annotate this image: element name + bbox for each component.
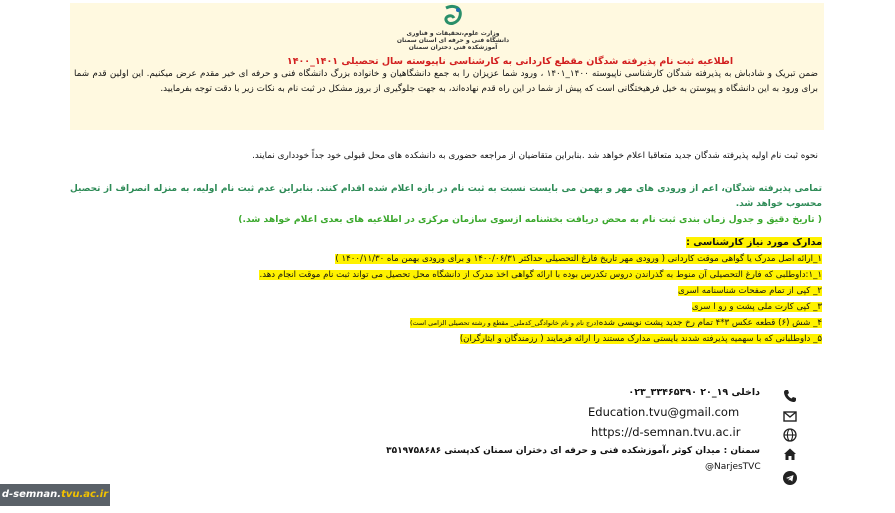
site-logo-accent: tvu.ac.ir	[61, 489, 109, 500]
email-icon	[782, 408, 798, 424]
document-item: ۳_ کپی کارت ملی پشت و رو ا سری	[691, 302, 822, 312]
globe-icon	[782, 427, 798, 443]
documents-section	[140, 235, 822, 347]
telegram-icon	[782, 470, 798, 486]
phone-icon	[782, 388, 798, 404]
intro-paragraph: ضمن تبریک و شادباش به پذیرفته شدگان کارشناسی ناپیوسته ۱۴۰۰_۱۴۰۱ ، ورود شما عزیزان را به جمع دانشگاهیان و خانواده بزرگ دانشگاه فنی و حرفه ای خیر مقدم عرض میکنیم. این اولین قدم شما برای ورود به این دانشگاه و پیوستن به خیل فرهیختگانی است که پیش از شما در این راه قدم نهاده‌اند، به جهت جلوگیری از بروز مشکل در ثبت نام به نکات زیر با دقت توجه بفرمایید.	[74, 69, 818, 94]
address-text: سمنان : میدان کوثر ،آموزشکده فنی و حرفه ای دختران سمنان کدپستی ۳۵۱۹۷۵۸۶۸۶	[386, 446, 760, 456]
home-icon	[782, 446, 798, 462]
page-title: اطلاعیه ثبت نام پذیرفته شدگان مقطع کاردانی به کارشناسی ناپیوسته سال تحصیلی ۱۴۰۱_۱۴۰۰	[286, 56, 734, 67]
website-link[interactable]: https://d-semnan.tvu.ac.ir	[591, 425, 741, 439]
university-logo	[440, 4, 466, 30]
phone-number: ۰۲۳_۳۳۴۶۵۳۹۰ داخلی ۱۹_۲۰	[628, 387, 760, 398]
mandatory-registration-notice: تمامی پذیرفته شدگان، اعم از ورودی های مهر و بهمن می بایست نسبت به ثبت نام در بازه اعلام شده اقدام کنند. بنابراین عدم ثبت نام اولیه، به منزله انصراف از تحصیل محسوب خواهد شد.	[70, 184, 822, 209]
site-logo	[0, 484, 110, 506]
ministry-line: آموزشکده فنی دختران سمنان	[408, 44, 498, 51]
document-item: ۲_ کپی از تمام صفحات شناسنامه اسری	[678, 286, 822, 296]
telegram-handle[interactable]: @NarjesTVC	[705, 462, 761, 472]
document-item: ۱_ارائه اصل مدرک یا گواهی موقت کاردانی ( ورودی مهر تاریخ فارغ التحصیلی حداکثر ۱۴۰۰/۰۶/۳۱ و برای ورودی بهمن ماه ۱۴۰۰/۱۱/۳۰ )	[335, 254, 822, 264]
documents-heading: مدارک مورد نیاز کارشناسی :	[686, 237, 822, 248]
site-logo-prefix: d-semnan.	[1, 489, 62, 500]
ministry-lines	[395, 30, 511, 51]
ministry-line: دانشگاه فنی و حرفه ای استان سمنان	[396, 37, 510, 44]
document-item: ۱_۱:داوطلبی که فارغ التحصیلی آن منوط به گذراندن دروس تکدرس بوده با ارائه گواهی اخذ مدرک از دانشگاه محل تحصیل می تواند ثبت نام موقت انجام دهد.	[259, 270, 822, 280]
email-link[interactable]: Education.tvu@gmail.com	[588, 405, 740, 419]
schedule-notice: ( تاریخ دقیق و جدول زمان بندی ثبت نام به محض دریافت بخشنامه ازسوی سازمان مرکزی در اطلاعیه های بعدی اعلام خواهد شد.)	[238, 214, 822, 225]
document-item: ۴_ شش (۶) قطعه عکس ۳*۴ تمام رخ جدید پشت نویسی شده	[598, 318, 822, 328]
photo-note: (درج نام و نام خانوادگی_کدملی_ مقطع و رشته تحصیلی الزامی است)	[409, 319, 599, 327]
registration-notice: نحوه ثبت نام اولیه پذیرفته شدگان جدید متعاقبا اعلام خواهد شد .بنابراین متقاضیان از مراجعه حضوری به دانشکده های محل قبولی خود جداً خودداری نمایند.	[252, 151, 818, 161]
document-item: ۵_ داوطلبانی که با سهمیه پذیرفته شدند بایستی مدارک مستند را ارائه فرمایند ( رزمندگان و ایثارگران)	[459, 334, 822, 344]
ministry-line: وزارت علوم،تحقیقات و فناوری	[406, 30, 500, 37]
